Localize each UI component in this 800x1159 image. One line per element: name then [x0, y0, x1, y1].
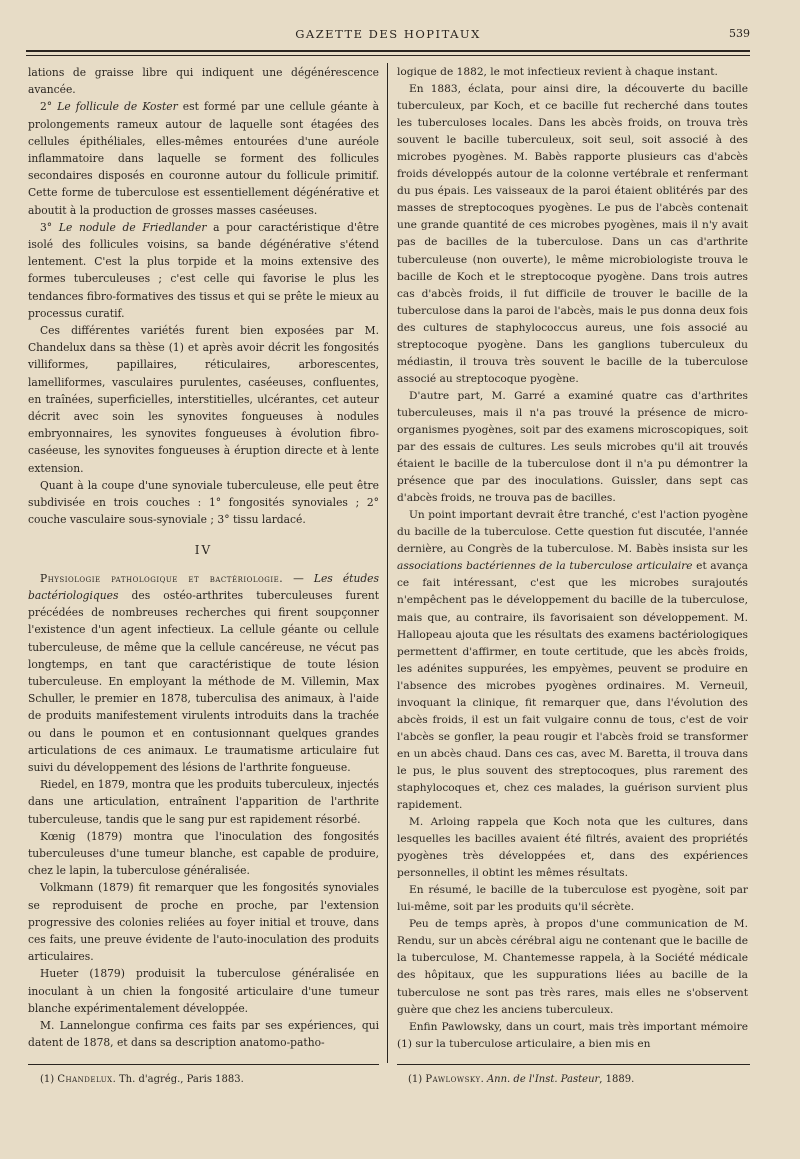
paragraph: D'autre part, M. Garré a examiné quatre cas d'arthrites tuberculeuses, mais il n'a pas trouvé la présence de micro-organismes pyogènes, soit par des examens microscopiques, soit par des essais de cultures. Les seuls microbes qu'il ait trouvés étaient le bacille de la tuberculose dont il n'a pu démontrer la présence que par des inoculations. Guissler, dans sept cas d'abcès froids, ne trouva pas de bacilles. — [397, 389, 748, 505]
term-italic: Le nodule de Friedlander — [58, 220, 207, 234]
paragraph: Ces différentes variétés furent bien exposées par M. Chandelux dans sa thèse (1) et après avoir décrit les fongosités villiformes, papillaires, réticulaires, arborescentes, lamelliformes, vasculaires purulentes, caséeuses, confluentes, en traînées, superficielles, interstitielles, ulcérantes, cet auteur décrit avec soin les synovites fongueuses à nodules embryonnaires, les synovites fongueuses à évolution fibro-caséeuse, les synovites fongueuses à éruption directe et à lente extension. — [28, 324, 379, 475]
left-column — [28, 64, 379, 1051]
paragraph: Peu de temps après, à propos d'une communication de M. Rendu, sur un abcès cérébral aigu ne contenant que le bacille de la tuberculose, M. Chantemesse rappela, à la Société médicale des hôpitaux, que les suppurations liées au bacille de la tuberculose ne sont pas très rares, mais elles ne s'observent guère que chez les anciens tuberculeux. — [397, 918, 748, 1016]
paragraph: 3° Le nodule de Friedlander a pour caractéristique d'être isolé des follicules voisins, sa bande dégénérative s'étend lentement. C'est la plus torpide et la moins extensive des formes tuberculeuses ; c'est celle qui favorise le plus les tendances fibro-formatives des tissus et qui se prête le mieux au processus curatif. — [28, 220, 379, 320]
paragraph: logique de 1882, le mot infectieux revient à chaque instant. — [397, 66, 718, 78]
term-italic: associations bactériennes de la tuberculose articulaire — [397, 560, 693, 573]
paragraph: 2° Le follicule de Koster est formé par une cellule géante à prolongements rameux autour de laquelle sont étagées des cellules épithéliales, elles-mêmes entourées d'une auréole inflammatoire dans laquelle se forment des follicules secondaires disposés en couronne autour du follicule primitif. Cette forme de tuberculose est essentiellement dégénérative et aboutit à la production de grosses masses caséeuses. — [28, 100, 379, 217]
page-number: 539 — [729, 27, 750, 40]
paragraph: Enfin Pawlowsky, dans un court, mais très important mémoire (1) sur la tuberculose articulaire, a bien mis en — [397, 1020, 748, 1050]
footnote-left: (1) Chandelux. Th. d'agrég., Paris 1883. — [40, 1074, 244, 1085]
header-rule-thin — [26, 55, 750, 56]
header-rule-thick — [26, 50, 750, 52]
paragraph: M. Arloing rappela que Koch nota que les cultures, dans lesquelles les bacilles avaient été filtrés, avaient des propriétés pyogènes très développées et, dans des expériences personnelles, il obtint les mêmes résultats. — [397, 816, 748, 880]
footnote-rule-right — [397, 1064, 750, 1065]
section-heading: IV — [194, 543, 213, 558]
paragraph: Un point important devrait être tranché, c'est l'action pyogène du bacille de la tuberculose. Cette question fut discutée, l'année dernière, au Congrès de la tuberculose. M. Babès insista sur les associations bactériennes de la tuberculose articulaire et avança ce fait intéressant, c'est que les microbes surajoutés n'empêchent pas le développement du bacille de la tuberculose, mais que, au contraire, ils favorisaient son développement. M. Hallopeau ajouta que les résultats des examens bactériologiques permettent d'affirmer, en toute certitude, que les abcès froids, les adénites suppurées, les empyèmes, peuvent se produire en l'absence des microbes pyogènes ordinaires. M. Verneuil, invoquant la clinique, fit remarquer que, dans l'évolution des abcès froids, il est un fait vulgaire connu de tous, c'est de voir l'abcès se gonfler, la peau rougir et l'abcès froid se transformer en un abcès chaud. Dans ces cas, avec M. Baretta, il trouva dans le pus, le plus souvent des streptocoques, plus rarement des staphylocoques et, chez ces malades, la guérison survient plus rapidement. — [397, 509, 748, 812]
right-column — [397, 64, 748, 1053]
footnote-rule-left — [28, 1064, 379, 1065]
paragraph: Riedel, en 1879, montra que les produits tuberculeux, injectés dans une articulation, entraînent l'apparition de l'arthrite tuberculeuse, tandis que le sang pur est rapidement résorbé. — [28, 778, 379, 826]
paragraph: En résumé, le bacille de la tuberculose est pyogène, soit par lui-même, soit par les produits qu'il sécrète. — [397, 884, 748, 914]
paragraph: M. Lannelongue confirma ces faits par ses expériences, qui datent de 1878, et dans sa description anatomo-patho- — [28, 1018, 379, 1050]
section-title: Physiologie pathologique et bactériologie. — [40, 571, 284, 585]
footnote-right: (1) Pawlowsky. Ann. de l'Inst. Pasteur, 1889. — [408, 1074, 635, 1085]
paragraph: Quant à la coupe d'une synoviale tuberculeuse, elle peut être subdivisée en trois couches : 1° fongosités synoviales ; 2° couche vasculaire sous-synoviale ; 3° tissu lardacé. — [28, 478, 379, 527]
paragraph: Kœnig (1879) montra que l'inoculation des fongosités tuberculeuses d'une tumeur blanche, est capable de produire, chez le lapin, la tuberculose généralisée. — [28, 829, 379, 878]
paragraph: Hueter (1879) produisit la tuberculose généralisée en inoculant à un chien la fongosité articulaire d'une tumeur blanche expérimentalement développée. — [28, 967, 379, 1015]
term-italic: Le follicule de Koster — [57, 100, 178, 114]
paragraph: Physiologie pathologique et bactériologie. — Les études bactériologiques des ostéo-arthrites tuberculeuses furent précédées de nombreuses recherches qui firent soupçonner l'existence d'un agent infectieux. La cellule géante ou cellule tuberculeuse, de même que la cellule cancéreuse, ne vécut pas longtemps, en tant que caractéristique de toute lésion tuberculeuse. En employant la méthode de M. Villemin, Max Schuller, le premier en 1878, tuberculisa des animaux, à l'aide de produits manifestement virulents introduits dans la trachée ou dans le poumon et en contusionnant quelques grandes articulations de ces animaux. Le traumatisme articulaire fut suivi du développement des lésions de l'arthrite fongueuse. — [28, 571, 379, 774]
journal-title: GAZETTE DES HOPITAUX — [295, 27, 481, 41]
paragraph: lations de graisse libre qui indiquent une dégénérescence avancée. — [28, 66, 379, 97]
paragraph: En 1883, éclata, pour ainsi dire, la découverte du bacille tuberculeux, par Koch, et ce bacille fut recherché dans toutes les tuberculoses locales. Dans les abcès froids, on trouva très souvent le bacille tuberculeux, soit seul, soit associé à des microbes pyogènes. M. Babès rapporte plusieurs cas d'abcès froids développés autour de la colonne vertébrale et renfermant du pus épais. Les vaisseaux de la paroi étaient oblitérés par des masses de streptocoques pyogènes. Le pus de l'abcès contenait une grande quantité de ces microbes pyogènes, mais il n'y avait pas de bacilles de la tuberculose. Dans un cas d'arthrite tuberculeuse (non ouverte), le même microbiologiste trouva le bacille de Koch et le streptocoque pyogène. Dans trois autres cas d'abcès froids, il fut difficile de trouver le bacille de la tuberculose dans la paroi de l'abcès, mais le pus donna deux fois des cultures de staphylococcus aureus, une fois associé au streptocoque pyogène. Dans les ganglions tuberculeux du médiastin, il trouva très souvent le bacille de la tuberculose associé au streptocoque pyogène. — [397, 83, 748, 385]
column-divider — [387, 63, 388, 1063]
paragraph: Volkmann (1879) fit remarquer que les fongosités synoviales se reproduisent de proche en proche, par l'extension progressive des colonies reliées au foyer initial et trouve, dans ces faits, une preuve évidente de l'auto-inoculation des produits articulaires. — [28, 881, 379, 964]
page-header — [26, 27, 750, 47]
